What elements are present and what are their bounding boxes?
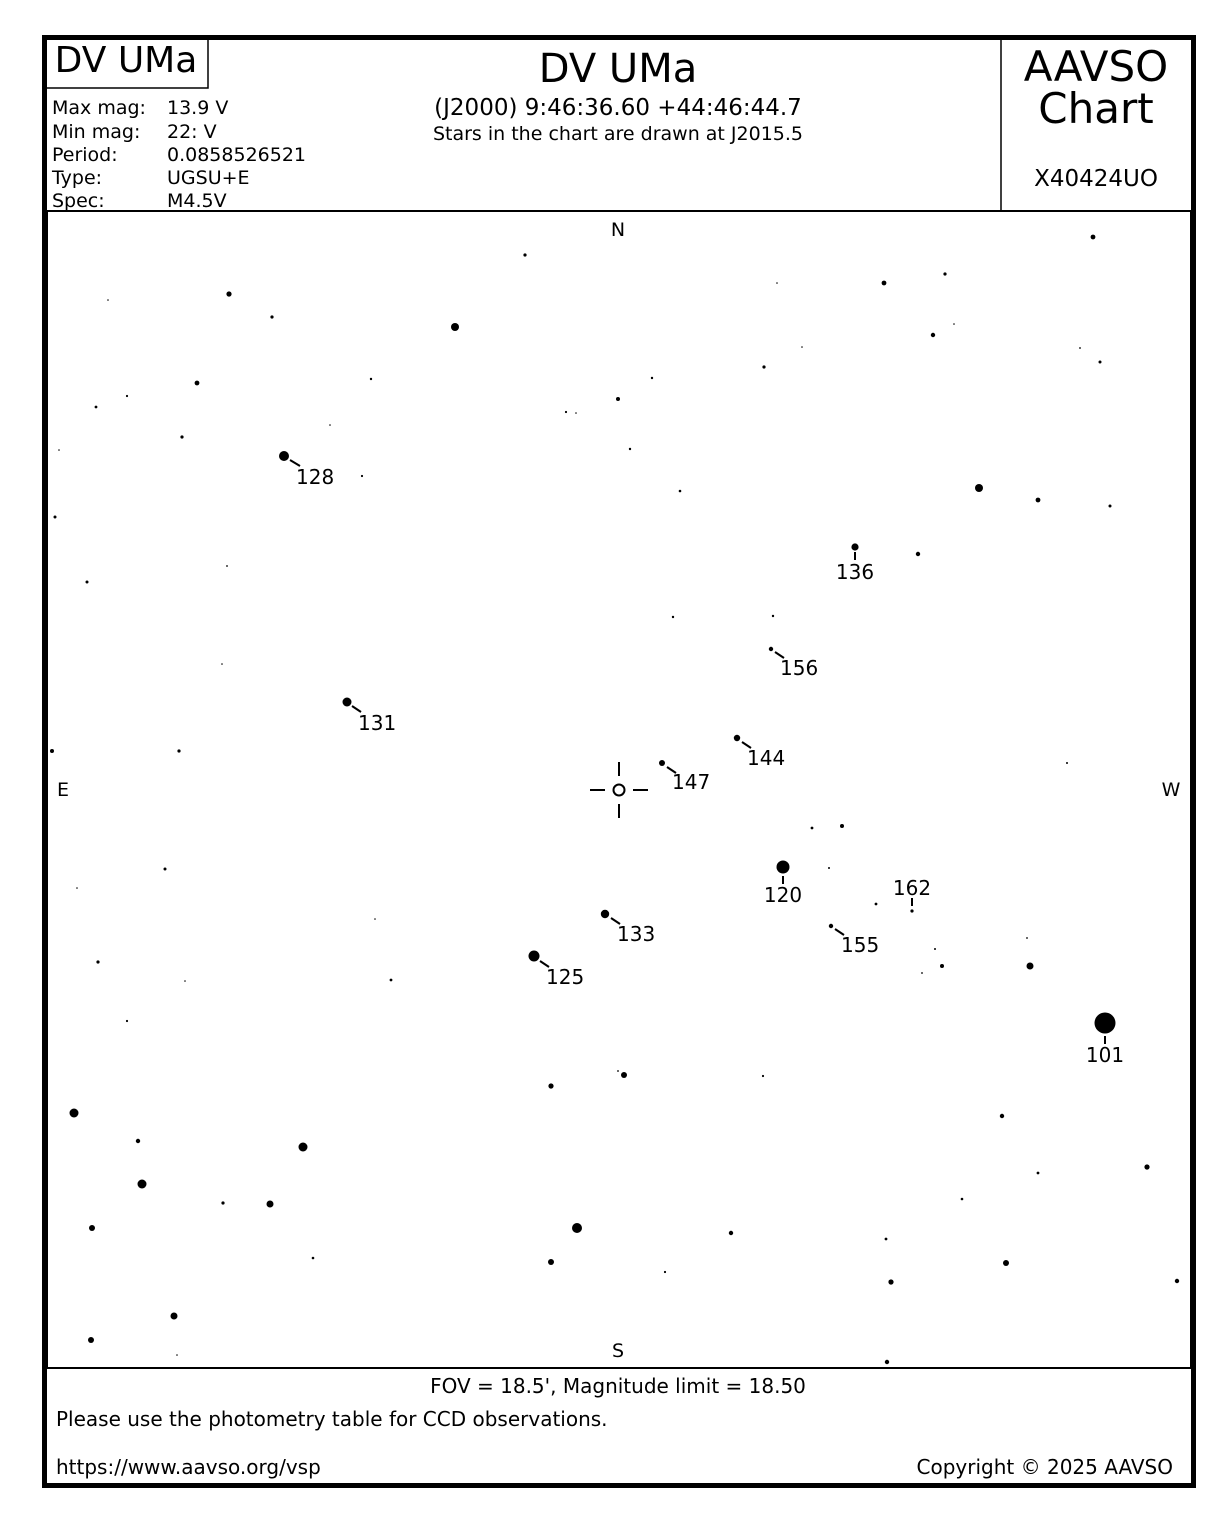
star xyxy=(762,365,765,368)
star xyxy=(664,1271,666,1273)
star xyxy=(1144,1164,1149,1169)
star xyxy=(1175,1279,1179,1283)
star xyxy=(769,647,773,651)
star xyxy=(885,1238,888,1241)
star xyxy=(565,411,567,413)
comp-label: 125 xyxy=(546,965,585,989)
brand-chart: Chart xyxy=(1038,84,1154,133)
star xyxy=(811,827,814,830)
star xyxy=(916,552,920,556)
brand-aavso: AAVSO xyxy=(1023,42,1169,91)
star xyxy=(70,1109,79,1118)
star xyxy=(672,616,674,618)
star xyxy=(1079,347,1081,349)
star xyxy=(226,565,228,567)
chart-id: X40424UO xyxy=(1034,166,1158,192)
star xyxy=(126,1020,128,1022)
compass-north: N xyxy=(610,219,626,241)
star xyxy=(370,378,372,380)
star xyxy=(523,253,526,256)
star xyxy=(451,323,459,331)
star xyxy=(801,346,803,348)
star xyxy=(361,475,363,477)
star xyxy=(828,867,830,869)
comp-label: 162 xyxy=(892,876,932,900)
comp-label: 144 xyxy=(747,746,786,770)
comp-label: 101 xyxy=(1085,1043,1125,1067)
comp-label: 131 xyxy=(358,711,397,735)
comp-label: 147 xyxy=(672,770,711,794)
star xyxy=(961,1198,964,1201)
star xyxy=(126,395,128,397)
vsp-url[interactable]: https://www.aavso.org/vsp xyxy=(56,1455,321,1479)
star xyxy=(180,435,183,438)
star xyxy=(829,924,833,928)
target-reticle xyxy=(590,762,648,818)
info-value: UGSU+E xyxy=(167,167,250,189)
star xyxy=(1091,235,1096,240)
star xyxy=(840,824,844,828)
star xyxy=(629,448,631,450)
info-label: Max mag: xyxy=(52,97,146,119)
star xyxy=(343,698,352,707)
star xyxy=(772,615,774,617)
info-value: 0.0858526521 xyxy=(167,144,307,166)
star xyxy=(299,1143,308,1152)
star xyxy=(621,1072,627,1078)
star xyxy=(88,1337,94,1343)
star xyxy=(176,1354,178,1356)
comp-label: 136 xyxy=(835,560,875,584)
star xyxy=(940,964,944,968)
star xyxy=(885,1360,889,1364)
star xyxy=(548,1259,554,1265)
info-value: 13.9 V xyxy=(167,97,229,119)
star xyxy=(221,1201,224,1204)
compass-south: S xyxy=(611,1340,625,1362)
star xyxy=(1095,1013,1116,1034)
fov-note: FOV = 18.5', Magnitude limit = 18.50 xyxy=(430,1374,806,1398)
star xyxy=(851,543,858,550)
comp-label: 120 xyxy=(763,883,803,907)
star xyxy=(58,449,60,451)
star xyxy=(734,735,740,741)
star xyxy=(89,1225,95,1231)
chart-epoch-note: Stars in the chart are drawn at J2015.5 xyxy=(432,123,804,145)
info-value: M4.5V xyxy=(167,190,227,212)
star xyxy=(1003,1260,1009,1266)
star xyxy=(54,516,57,519)
info-label: Period: xyxy=(52,144,118,166)
star xyxy=(1036,498,1041,503)
star xyxy=(921,972,923,974)
star xyxy=(875,903,878,906)
star xyxy=(548,1083,553,1088)
star xyxy=(934,948,936,950)
outer-border xyxy=(45,38,1194,1486)
comp-label: 155 xyxy=(841,933,880,957)
star xyxy=(943,272,946,275)
star-name-box-label: DV UMa xyxy=(54,40,198,81)
star xyxy=(617,1070,619,1072)
compass-east: E xyxy=(56,779,70,801)
copyright: Copyright © 2025 AAVSO xyxy=(916,1455,1173,1479)
compass-west: W xyxy=(1161,779,1181,801)
star xyxy=(312,1257,315,1260)
star xyxy=(95,406,98,409)
chart-title: DV UMa xyxy=(538,46,698,92)
star xyxy=(616,397,620,401)
info-label: Spec: xyxy=(52,190,105,212)
star xyxy=(659,760,665,766)
star xyxy=(776,282,778,284)
star xyxy=(50,749,54,753)
star xyxy=(601,910,609,918)
star xyxy=(195,381,200,386)
info-block xyxy=(51,97,306,212)
info-label: Type: xyxy=(52,167,103,189)
star xyxy=(888,1279,893,1284)
star xyxy=(975,484,983,492)
star xyxy=(729,1231,733,1235)
info-label: Min mag: xyxy=(52,121,141,143)
star xyxy=(226,291,231,296)
ccd-note: Please use the photometry table for CCD observations. xyxy=(56,1407,608,1431)
star xyxy=(184,980,186,982)
star xyxy=(1027,963,1034,970)
star xyxy=(651,377,653,379)
star xyxy=(270,315,273,318)
star xyxy=(279,451,289,461)
star xyxy=(374,918,376,920)
star xyxy=(1066,762,1068,764)
label-leaders xyxy=(290,460,1105,1044)
star xyxy=(86,581,89,584)
star xyxy=(1000,1114,1004,1118)
star xyxy=(1026,937,1028,939)
star xyxy=(177,749,180,752)
star xyxy=(572,1223,582,1233)
star xyxy=(1109,505,1112,508)
star xyxy=(762,1075,764,1077)
star xyxy=(267,1201,274,1208)
chart-coords: (J2000) 9:46:36.60 +44:46:44.7 xyxy=(434,95,802,121)
info-value: 22: V xyxy=(167,121,217,143)
star xyxy=(76,887,78,889)
star xyxy=(910,909,913,912)
star xyxy=(679,490,682,493)
comp-label: 156 xyxy=(780,656,819,680)
star xyxy=(329,424,331,426)
star xyxy=(136,1139,140,1143)
star xyxy=(575,412,577,414)
comp-label: 133 xyxy=(617,922,656,946)
star xyxy=(529,951,540,962)
comp-label: 128 xyxy=(296,465,335,489)
star xyxy=(107,299,109,301)
star-field xyxy=(50,235,1179,1365)
star xyxy=(777,861,790,874)
star xyxy=(164,868,167,871)
star xyxy=(221,663,223,665)
star xyxy=(171,1313,178,1320)
star xyxy=(882,281,887,286)
star xyxy=(931,333,935,337)
star xyxy=(1037,1172,1040,1175)
star xyxy=(1099,361,1102,364)
star xyxy=(390,979,393,982)
star xyxy=(96,960,99,963)
star xyxy=(953,323,955,325)
star xyxy=(138,1180,147,1189)
comparison-labels xyxy=(296,465,1124,1067)
